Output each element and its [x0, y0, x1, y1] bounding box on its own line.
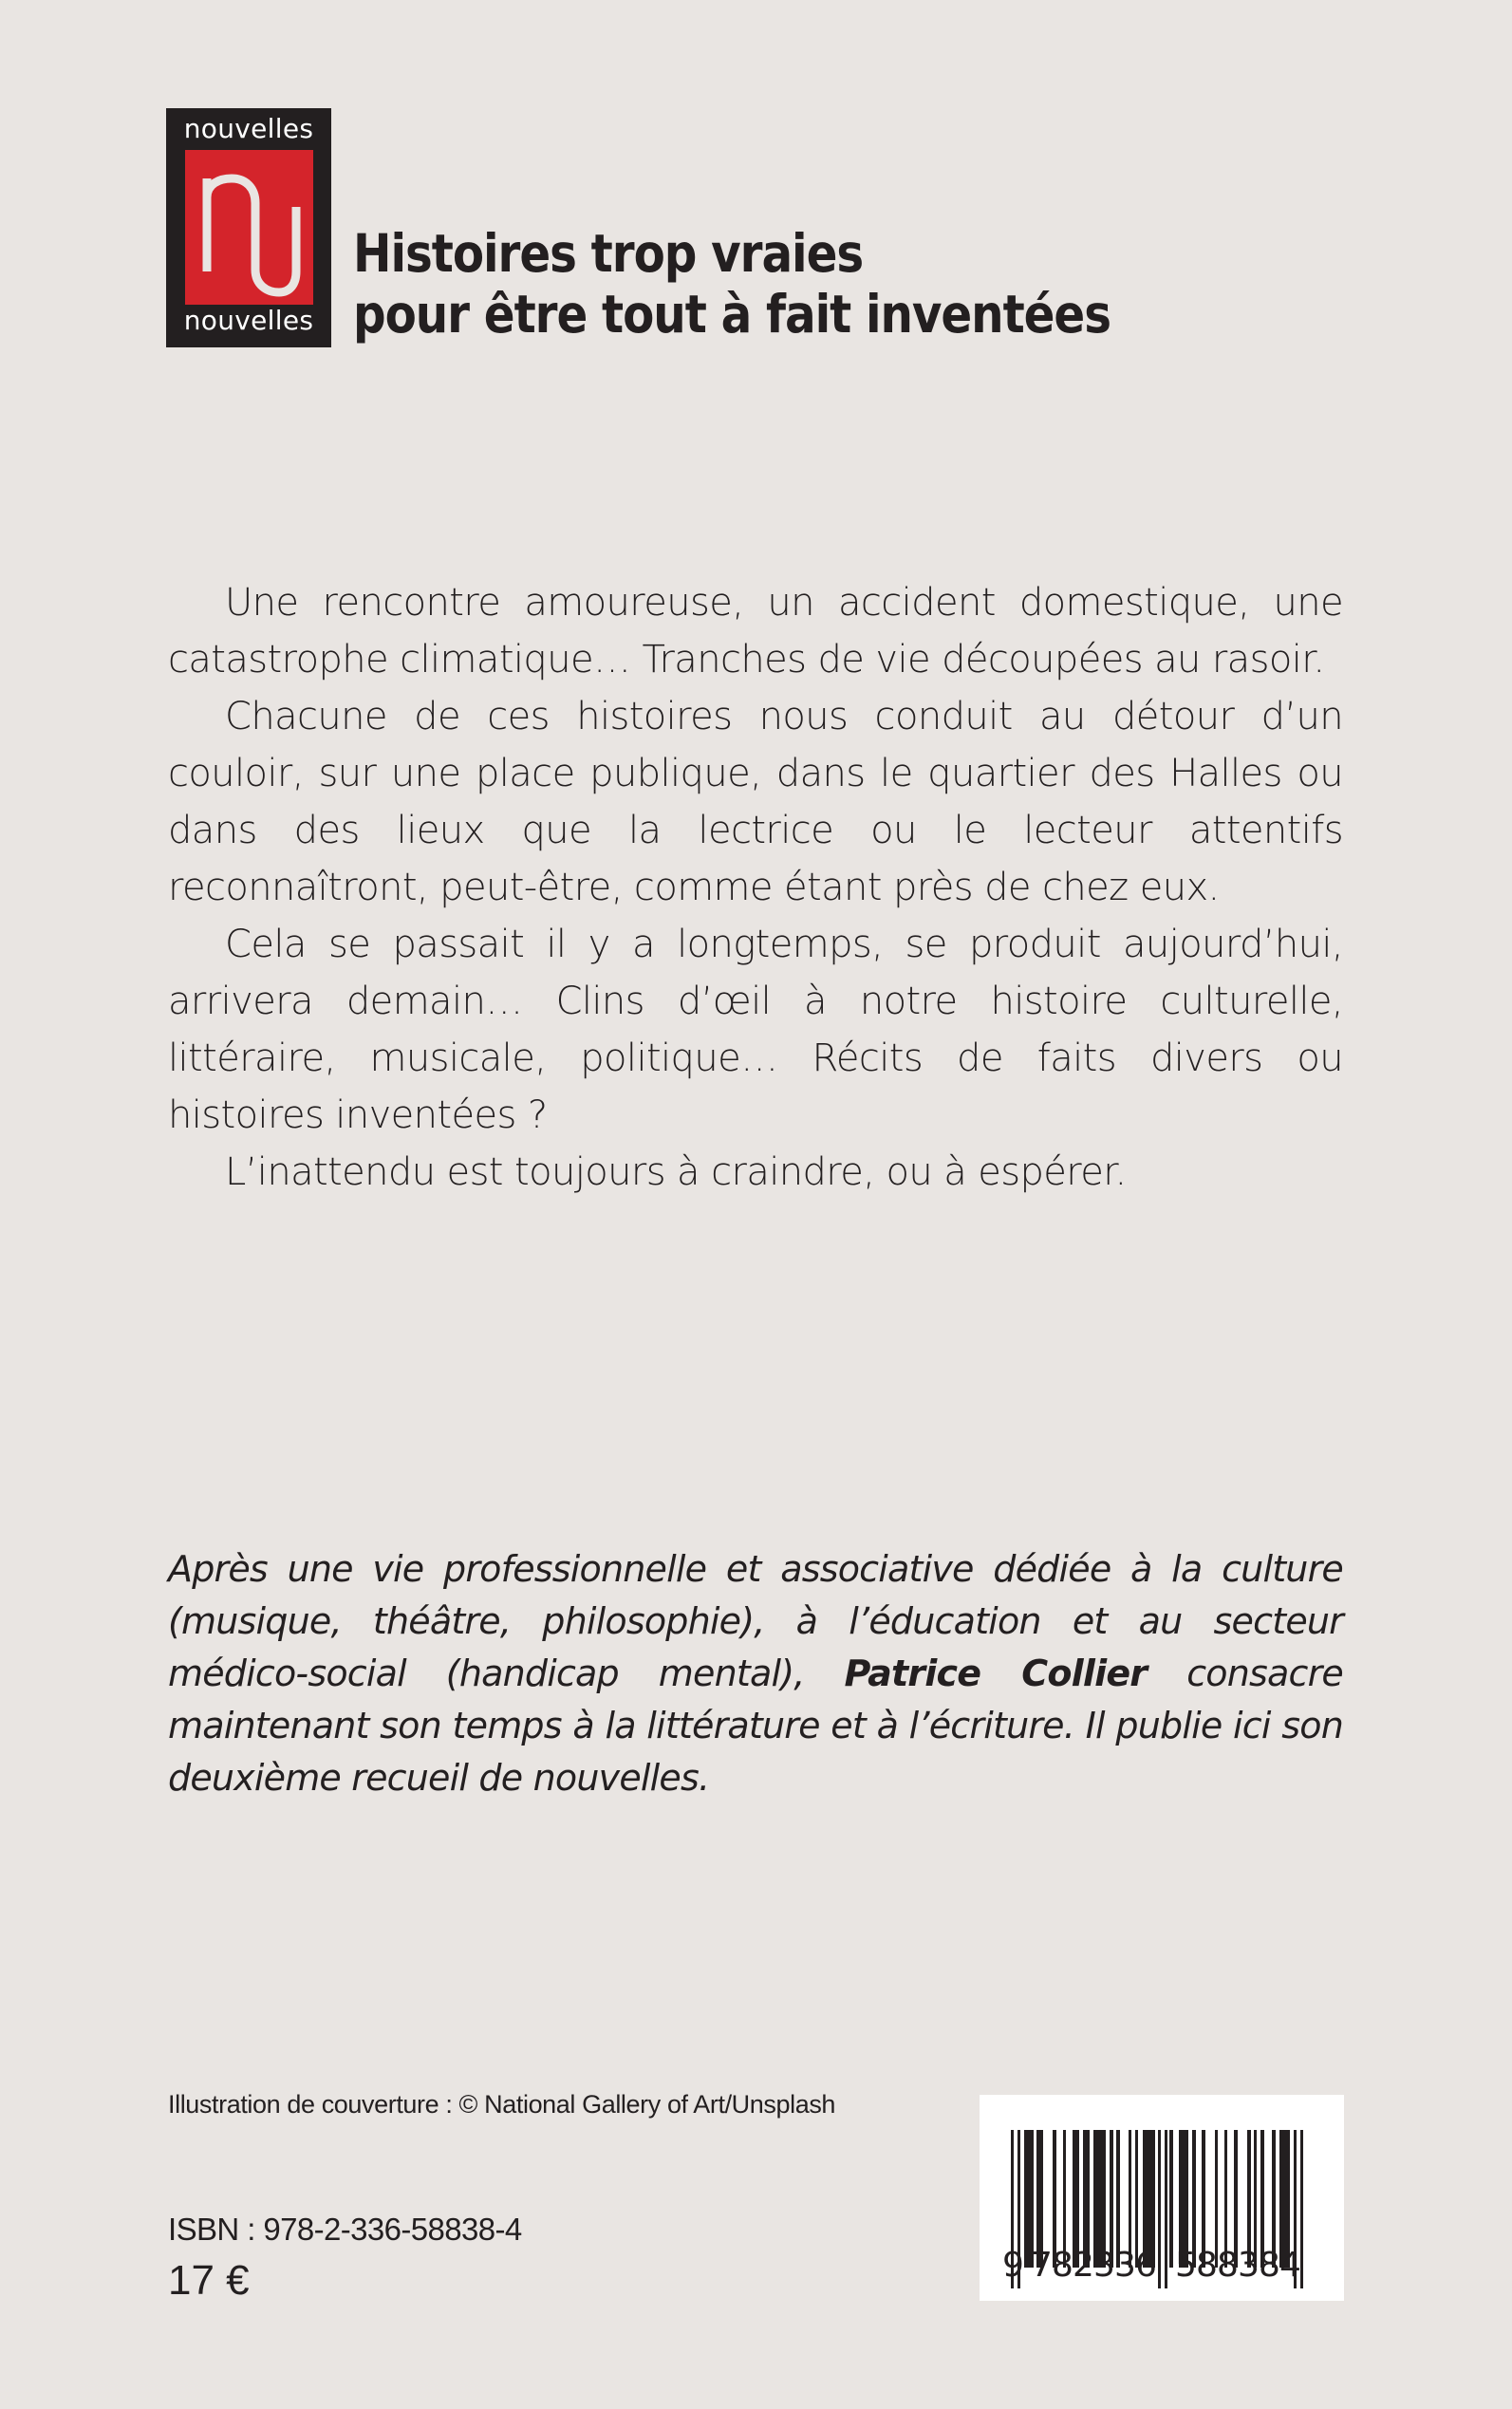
- barcode-digit: 7: [1031, 2246, 1053, 2285]
- cover-illustration-credit: Illustration de couverture : © National Gallery of Art/Unsplash: [168, 2090, 836, 2119]
- logo-top-word: nouvelles: [183, 113, 314, 144]
- logo-monogram-panel: [185, 150, 313, 305]
- back-cover-blurb: [168, 574, 1343, 1201]
- barcode-digit: 3: [1114, 2246, 1136, 2285]
- barcode-digit: 8: [1052, 2246, 1073, 2285]
- book-title-line-1: Histoires trop vraies: [353, 223, 864, 284]
- barcode-digit: 8: [1259, 2246, 1280, 2285]
- price: 17 €: [168, 2257, 250, 2304]
- blurb-paragraph: Cela se passait il y a longtemps, se produit aujourd’hui, arrivera demain… Clins d’œil à notre histoire culturelle, littéraire, musicale, politique… Récits de faits divers ou histoires inventées ?: [168, 923, 1343, 1137]
- barcode-digit: 5: [1175, 2246, 1197, 2285]
- barcode-digit: 3: [1093, 2246, 1115, 2285]
- barcode-digit: 9: [1002, 2246, 1024, 2285]
- barcode-digit: 6: [1135, 2246, 1157, 2285]
- barcode-digit: 8: [1196, 2246, 1218, 2285]
- blurb-paragraph: Une rencontre amoureuse, un accident domestique, une catastrophe climatique… Tranches de vie découpées au rasoir.: [168, 581, 1343, 682]
- book-title-line-2: pour être tout à fait inventées: [353, 284, 1111, 345]
- bio-text-before-name: Après une vie professionnelle et associative dédiée à la culture (musique, théâtre, philosophie), à l’éducation et au secteur médico-social (handicap mental),: [168, 1548, 1343, 1694]
- barcode-digits: [980, 2247, 1344, 2285]
- bio-text-after-name: consacre maintenant son temps à la littérature et à l’écriture. Il publie ici son deuxième recueil de nouvelles.: [168, 1653, 1343, 1799]
- isbn-number: ISBN : 978-2-336-58838-4: [168, 2212, 522, 2247]
- logo-bottom-word: nouvelles: [183, 305, 314, 336]
- blurb-paragraph: L’inattendu est toujours à craindre, ou à espérer.: [225, 1150, 1127, 1194]
- author-name: Patrice Collier: [844, 1653, 1148, 1694]
- ean-barcode: [980, 2095, 1344, 2301]
- author-bio-text: [168, 1543, 1343, 1804]
- author-bio: [168, 1543, 1343, 1804]
- publisher-logo: [166, 108, 331, 347]
- barcode-digit: 8: [1217, 2246, 1239, 2285]
- book-title: [353, 223, 1111, 345]
- barcode-digit: 2: [1073, 2246, 1094, 2285]
- barcode-digit: 4: [1279, 2246, 1301, 2285]
- blurb-paragraph: Chacune de ces histoires nous conduit au détour d’un couloir, sur une place publique, dans le quartier des Halles ou dans des lieux que la lectrice ou le lecteur attentifs reconnaîtront, peut-être, comme étant près de chez eux.: [168, 695, 1343, 909]
- nu-monogram-icon: [185, 150, 313, 305]
- barcode-digit: 3: [1238, 2246, 1260, 2285]
